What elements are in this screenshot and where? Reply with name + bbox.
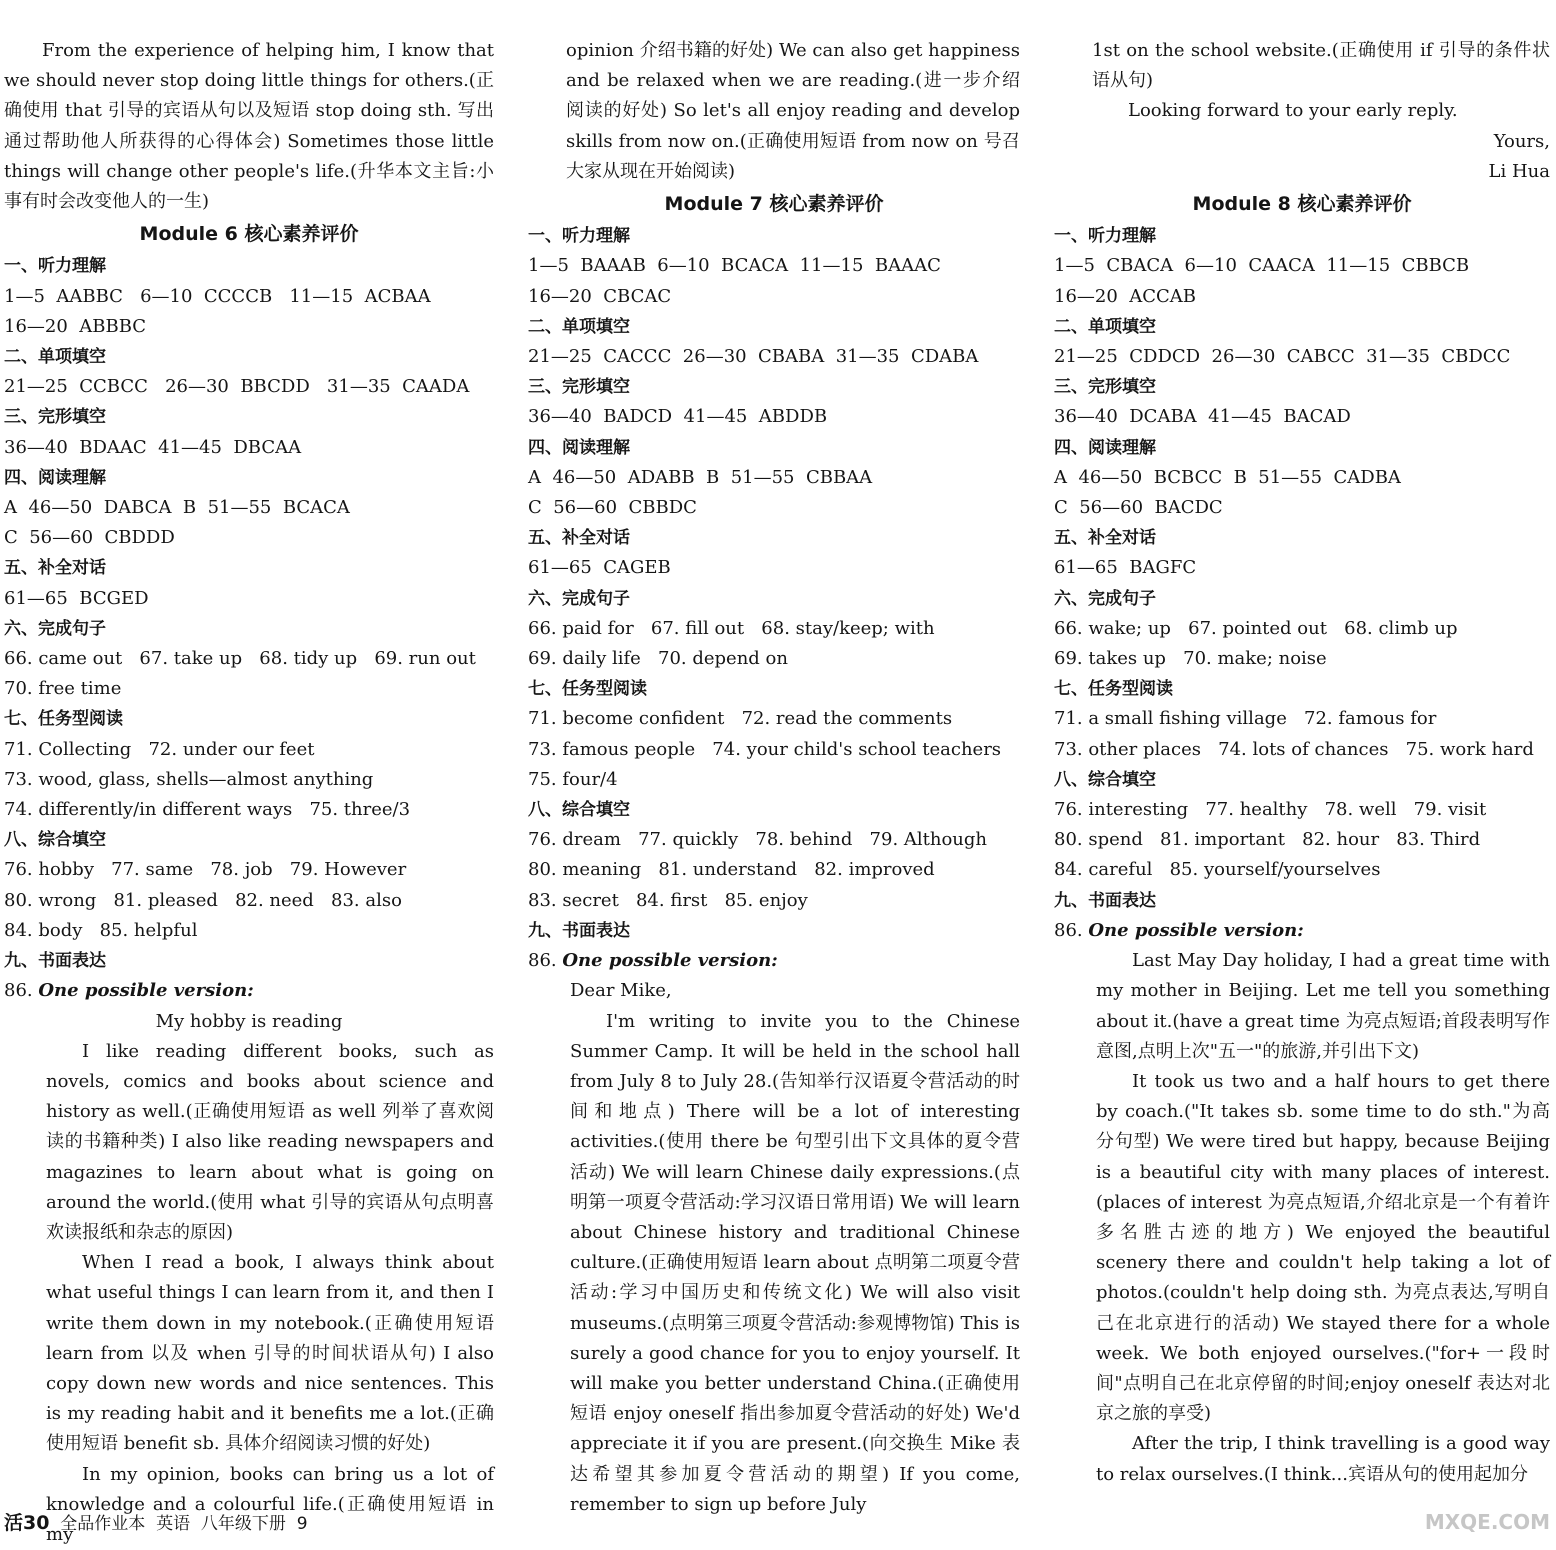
answer-line: 66. paid for 67. fill out 68. stay/keep; with: [528, 617, 935, 639]
module-6-title: Module 6 核心素养评价: [139, 223, 359, 246]
answer-line: 73. other places 74. lots of chances 75. work hard: [1054, 738, 1534, 760]
answer-line: 70. free time: [4, 678, 122, 700]
section-dialogue: 五、补全对话: [4, 558, 106, 579]
section-listening: 一、听力理解: [1054, 226, 1156, 247]
essay-title: My hobby is reading: [155, 1010, 343, 1032]
section-comprehensive-fill: 八、综合填空: [4, 830, 106, 851]
essay-paragraph: It took us two and a half hours to get there by coach.("It takes sb. some time to do sth."为高分句型) We were tired but happy, because Beijing is a beautiful city with many places of interest.(places of interest 为亮点短语,介绍北京是一个有着许多名胜古迹的地方) We enjoyed the beautiful scenery there and couldn't help taking a lot of photos.(couldn't help doing sth. 为亮点表达,写明自己在北京进行的活动) We stayed there for a whole week. We both enjoyed ourselves.("for+一段时间"点明自己在北京停留的时间;enjoy oneself 表达对北京之旅的享受): [1096, 1070, 1550, 1425]
section-single-choice: 二、单项填空: [4, 347, 106, 368]
answer-line: 71. a small fishing village 72. famous for: [1054, 708, 1437, 730]
answer-line: 66. came out 67. take up 68. tidy up 69. run out: [4, 648, 476, 670]
section-listening: 一、听力理解: [528, 226, 630, 247]
answer-line: C 56—60 CBDDD: [4, 527, 175, 549]
answer-line: C 56—60 BACDC: [1054, 497, 1223, 519]
section-dialogue: 五、补全对话: [1054, 528, 1156, 549]
answer-line: 76. hobby 77. same 78. job 79. However: [4, 859, 407, 881]
answer-line: 83. secret 84. first 85. enjoy: [528, 889, 808, 911]
column-2: [528, 36, 1020, 1520]
section-single-choice: 二、单项填空: [1054, 316, 1156, 337]
answer-line: 36—40 DCABA 41—45 BACAD: [1054, 406, 1351, 428]
answer-line: A 46—50 ADABB B 51—55 CBBAA: [528, 466, 873, 488]
page-footer: [4, 1512, 308, 1535]
section-sentences: 六、完成句子: [4, 618, 106, 639]
page-number: 活30: [4, 1512, 50, 1534]
section-writing: 九、书面表达: [528, 920, 630, 941]
section-writing: 九、书面表达: [1054, 890, 1156, 911]
answer-line: 36—40 BDAAC 41—45 DBCAA: [4, 436, 302, 458]
essay-paragraph: After the trip, I think travelling is a good way to relax ourselves.(I think...宾语从句的使用起加分: [1096, 1433, 1550, 1485]
answer-line: 76. interesting 77. healthy 78. well 79. visit: [1054, 799, 1487, 821]
section-cloze: 三、完形填空: [4, 407, 106, 428]
answer-line: 16—20 ACCAB: [1054, 285, 1197, 307]
section-sentences: 六、完成句子: [528, 588, 630, 609]
answer-line: A 46—50 DABCA B 51—55 BCACA: [4, 497, 350, 519]
section-task-reading: 七、任务型阅读: [528, 679, 647, 700]
essay-paragraph: In my opinion, books can bring us a lot of knowledge and a colourful life.(正确使用短语 in my: [46, 1463, 494, 1545]
version-label: 86. One possible version:: [4, 980, 254, 1002]
section-writing: 九、书面表达: [4, 951, 106, 972]
answer-line: 74. differently/in different ways 75. three/3: [4, 799, 411, 821]
answer-line: A 46—50 BCBCC B 51—55 CADBA: [1054, 466, 1401, 488]
answer-line: 21—25 CACCC 26—30 CBABA 31—35 CDABA: [528, 346, 979, 368]
column-1: [4, 36, 494, 1550]
module5-essay-ending: From the experience of helping him, I know that we should never stop doing little things for others.(正确使用 that 引导的宾语从句以及短语 stop doing sth. 写出通过帮助他人所获得的心得体会) Sometimes those little things will change other people's life.(升华本文主旨:小事有时会改变他人的一生): [4, 40, 494, 213]
essay-paragraph: Last May Day holiday, I had a great time with my mother in Beijing. Let me tell you something about it.(have a great time 为亮点短语;首段表明写作意图,点明上次"五一"的旅游,并引出下文): [1096, 950, 1550, 1062]
answer-line: 80. wrong 81. pleased 82. need 83. also: [4, 889, 402, 911]
answer-line: 80. spend 81. important 82. hour 83. Third: [1054, 829, 1481, 851]
module-7-title: Module 7 核心素养评价: [664, 193, 884, 216]
section-comprehensive-fill: 八、综合填空: [528, 800, 630, 821]
answer-line: 36—40 BADCD 41—45 ABDDB: [528, 406, 828, 428]
section-reading: 四、阅读理解: [4, 467, 106, 488]
module6-essay-ending: opinion 介绍书籍的好处) We can also get happiness and be relaxed when we are reading.(进一步介绍阅读的好处) So let's all enjoy reading and develop skills from now on.(正确使用短语 from now on 号召大家从现在开始阅读): [566, 40, 1020, 182]
answer-line: 73. wood, glass, shells—almost anything: [4, 768, 374, 790]
watermark: MXQE.COM: [1424, 1510, 1550, 1534]
answer-line: 84. body 85. helpful: [4, 919, 198, 941]
section-task-reading: 七、任务型阅读: [4, 709, 123, 730]
answer-line: C 56—60 CBBDC: [528, 497, 697, 519]
answer-line: 80. meaning 81. understand 82. improved: [528, 859, 935, 881]
book-info: 全品作业本 英语 八年级下册 9: [60, 1514, 308, 1534]
answer-line: 69. daily life 70. depend on: [528, 648, 788, 670]
answer-line: 1—5 AABBC 6—10 CCCCB 11—15 ACBAA: [4, 285, 431, 307]
answer-line: 76. dream 77. quickly 78. behind 79. Although: [528, 829, 988, 851]
answer-line: 66. wake; up 67. pointed out 68. climb up: [1054, 617, 1458, 639]
answer-line: 75. four/4: [528, 768, 618, 790]
answer-line: 73. famous people 74. your child's school teachers: [528, 738, 1002, 760]
column-3: [1054, 36, 1550, 1490]
answer-line: 1—5 BAAAB 6—10 BCACA 11—15 BAAAC: [528, 255, 941, 277]
module-8-title: Module 8 核心素养评价: [1192, 193, 1412, 216]
letter-yours: Yours,: [1493, 130, 1550, 152]
section-cloze: 三、完形填空: [528, 377, 630, 398]
letter-body: I'm writing to invite you to the Chinese Summer Camp. It will be held in the school hall from July 8 to July 28.(告知举行汉语夏令营活动的时间和地点) There will be a lot of interesting activities.(使用 there be 句型引出下文具体的夏令营活动) We will learn Chinese daily expressions.(点明第一项夏令营活动:学习汉语日常用语) We will learn about Chinese history and traditional Chinese culture.(正确使用短语 learn about 点明第二项夏令营活动:学习中国历史和传统文化) We will also visit museums.(点明第三项夏令营活动:参观博物馆) This is surely a good chance for you to enjoy yourself. It will make you better understand China.(正确使用短语 enjoy oneself 指出参加夏令营活动的好处) We'd appreciate it if you are present.(向交换生 Mike 表达希望其参加夏令营活动的期望) If you come, remember to sign up before July: [570, 1010, 1020, 1515]
section-reading: 四、阅读理解: [528, 437, 630, 458]
section-dialogue: 五、补全对话: [528, 528, 630, 549]
essay-paragraph: When I read a book, I always think about what useful things I can learn from it, and then I write them down in my notebook.(正确使用短语 learn from 以及 when 引导的时间状语从句) I also copy down new words and nice sentences. This is my reading habit and it benefits me a lot.(正确使用短语 benefit sb. 具体介绍阅读习惯的好处): [46, 1252, 494, 1455]
version-label: 86. One possible version:: [1054, 919, 1304, 941]
answer-line: 21—25 CCBCC 26—30 BBCDD 31—35 CAADA: [4, 376, 470, 398]
module7-letter-ending: 1st on the school website.(正确使用 if 引导的条件状语从句): [1092, 40, 1550, 92]
answer-line: 16—20 CBCAC: [528, 285, 672, 307]
letter-salutation: Dear Mike,: [570, 980, 672, 1002]
answer-line: 71. Collecting 72. under our feet: [4, 738, 315, 760]
section-reading: 四、阅读理解: [1054, 437, 1156, 458]
answer-line: 61—65 CAGEB: [528, 557, 671, 579]
section-single-choice: 二、单项填空: [528, 316, 630, 337]
section-task-reading: 七、任务型阅读: [1054, 679, 1173, 700]
answer-line: 61—65 BAGFC: [1054, 557, 1197, 579]
answer-line: 71. become confident 72. read the comments: [528, 708, 953, 730]
answer-line: 1—5 CBACA 6—10 CAACA 11—15 CBBCB: [1054, 255, 1470, 277]
section-sentences: 六、完成句子: [1054, 588, 1156, 609]
section-listening: 一、听力理解: [4, 256, 106, 277]
answer-line: 21—25 CDDCD 26—30 CABCC 31—35 CBDCC: [1054, 346, 1511, 368]
essay-paragraph: I like reading different books, such as novels, comics and books about science and history as well.(正确使用短语 as well 列举了喜欢阅读的书籍种类) I also like reading newspapers and magazines to learn about what is going on around the world.(使用 what 引导的宾语从句点明喜欢读报纸和杂志的原因): [46, 1040, 494, 1243]
answer-line: 61—65 BCGED: [4, 587, 149, 609]
section-cloze: 三、完形填空: [1054, 377, 1156, 398]
letter-signature: Li Hua: [1488, 160, 1550, 182]
answer-line: 84. careful 85. yourself/yourselves: [1054, 859, 1381, 881]
version-label: 86. One possible version:: [528, 950, 778, 972]
answer-line: 16—20 ABBBC: [4, 315, 147, 337]
answer-line: 69. takes up 70. make; noise: [1054, 648, 1327, 670]
section-comprehensive-fill: 八、综合填空: [1054, 769, 1156, 790]
letter-closing: Looking forward to your early reply.: [1128, 100, 1458, 122]
